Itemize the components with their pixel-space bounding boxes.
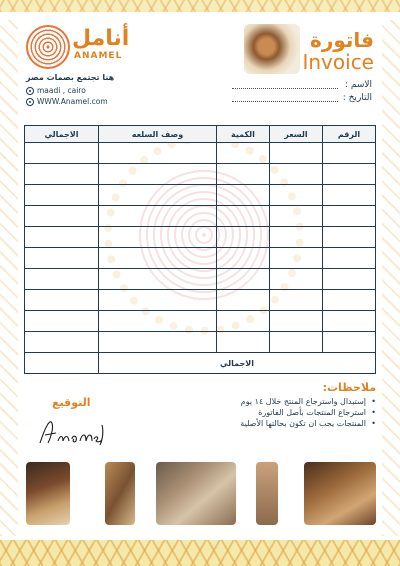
table-cell[interactable] bbox=[270, 206, 323, 227]
table-cell[interactable] bbox=[25, 332, 99, 353]
table-cell[interactable] bbox=[270, 290, 323, 311]
table-cell[interactable] bbox=[270, 185, 323, 206]
table-cell[interactable] bbox=[99, 206, 217, 227]
table-cell[interactable] bbox=[270, 311, 323, 332]
total-value-cell[interactable] bbox=[25, 353, 99, 374]
table-cell[interactable] bbox=[323, 206, 376, 227]
table-cell[interactable] bbox=[25, 206, 99, 227]
table-cell[interactable] bbox=[99, 143, 217, 164]
table-cell[interactable] bbox=[323, 269, 376, 290]
table-cell[interactable] bbox=[323, 143, 376, 164]
notes-title: ملاحظات: bbox=[322, 381, 376, 394]
table-cell[interactable] bbox=[99, 332, 217, 353]
table-cell[interactable] bbox=[99, 311, 217, 332]
table-cell[interactable] bbox=[99, 227, 217, 248]
globe-icon bbox=[26, 98, 34, 106]
note-item: • استرجاع المنتجات بأصل الفاتورة bbox=[196, 407, 376, 418]
table-row bbox=[25, 248, 376, 269]
table-row bbox=[25, 206, 376, 227]
header-quantity: الكمية bbox=[217, 126, 270, 143]
name-field[interactable] bbox=[232, 80, 372, 92]
table-cell[interactable] bbox=[99, 185, 217, 206]
table-cell[interactable] bbox=[25, 269, 99, 290]
table-cell[interactable] bbox=[99, 248, 217, 269]
header-craft-photo bbox=[244, 24, 300, 74]
note-item: • المنتجات يجب ان تكون بحالتها الأصلية bbox=[196, 418, 376, 429]
table-cell[interactable] bbox=[25, 143, 99, 164]
table-row bbox=[25, 290, 376, 311]
table-cell[interactable] bbox=[25, 164, 99, 185]
craft-photo bbox=[105, 462, 135, 525]
location-contact bbox=[26, 86, 86, 95]
location-text: maadi , cairo bbox=[37, 86, 86, 95]
table-cell[interactable] bbox=[323, 185, 376, 206]
table-cell[interactable] bbox=[217, 185, 270, 206]
table-cell[interactable] bbox=[25, 311, 99, 332]
craft-photo bbox=[256, 462, 278, 525]
table-header-row bbox=[25, 126, 376, 143]
table-cell[interactable] bbox=[25, 248, 99, 269]
table-cell[interactable] bbox=[99, 164, 217, 185]
table-row bbox=[25, 227, 376, 248]
right-pattern bbox=[382, 20, 400, 536]
table-cell[interactable] bbox=[25, 185, 99, 206]
table-cell[interactable] bbox=[217, 143, 270, 164]
bottom-pattern-border bbox=[0, 540, 400, 566]
table-cell[interactable] bbox=[270, 227, 323, 248]
date-label: التاريخ : bbox=[342, 93, 372, 103]
header-description: وصف السلعه bbox=[99, 126, 217, 143]
craft-photos-strip bbox=[26, 462, 376, 526]
table-cell[interactable] bbox=[217, 332, 270, 353]
top-pattern-border bbox=[0, 0, 400, 12]
table-row bbox=[25, 164, 376, 185]
table-cell[interactable] bbox=[217, 248, 270, 269]
table-row bbox=[25, 185, 376, 206]
website-text: WWW.Anamel.com bbox=[37, 97, 108, 106]
table-cell[interactable] bbox=[323, 311, 376, 332]
table-body bbox=[25, 143, 376, 353]
table-cell[interactable] bbox=[323, 227, 376, 248]
table-row bbox=[25, 269, 376, 290]
notes-list bbox=[196, 396, 376, 429]
brand-name-en: ANAMEL bbox=[74, 51, 123, 61]
table-row bbox=[25, 332, 376, 353]
table-cell[interactable] bbox=[217, 311, 270, 332]
table-cell[interactable] bbox=[25, 227, 99, 248]
invoice-title-block bbox=[244, 24, 374, 74]
brand-tagline: هنا تجتمع بصمات مصر bbox=[26, 73, 115, 82]
notes-section bbox=[196, 381, 376, 429]
name-label: الاسم : bbox=[344, 80, 372, 90]
header-total: الاجمالي bbox=[25, 126, 99, 143]
table-cell[interactable] bbox=[217, 269, 270, 290]
invoice-title-en: Invoice bbox=[302, 50, 374, 74]
fingerprint-logo-icon bbox=[26, 25, 70, 69]
table-cell[interactable] bbox=[323, 290, 376, 311]
table-cell[interactable] bbox=[323, 248, 376, 269]
table-cell[interactable] bbox=[270, 269, 323, 290]
table-cell[interactable] bbox=[270, 332, 323, 353]
website-contact bbox=[26, 97, 108, 106]
total-label: الاجمالي bbox=[99, 353, 376, 374]
invoice-table bbox=[24, 125, 376, 374]
craft-photo bbox=[26, 462, 70, 525]
table-cell[interactable] bbox=[217, 290, 270, 311]
date-field[interactable] bbox=[232, 93, 372, 105]
table-row bbox=[25, 311, 376, 332]
craft-photo bbox=[156, 462, 236, 525]
table-cell[interactable] bbox=[270, 164, 323, 185]
name-dotted-line bbox=[232, 88, 338, 89]
left-pattern bbox=[0, 20, 18, 536]
table-row bbox=[25, 143, 376, 164]
invoice-table-wrap bbox=[24, 125, 375, 375]
handwritten-signature bbox=[36, 415, 106, 449]
header-number: الرقم bbox=[323, 126, 376, 143]
table-cell[interactable] bbox=[270, 248, 323, 269]
table-cell[interactable] bbox=[99, 290, 217, 311]
table-cell[interactable] bbox=[323, 164, 376, 185]
table-cell[interactable] bbox=[323, 332, 376, 353]
header-price: السعر bbox=[270, 126, 323, 143]
table-cell[interactable] bbox=[217, 227, 270, 248]
signature-title: التوقيع bbox=[52, 396, 91, 409]
location-icon bbox=[26, 87, 34, 95]
table-total-row bbox=[25, 353, 376, 374]
brand-name-ar: أنامل bbox=[72, 26, 130, 51]
table-cell[interactable] bbox=[99, 269, 217, 290]
craft-photo bbox=[304, 462, 376, 525]
invoice-title-ar: فاتورة bbox=[310, 28, 374, 52]
table-cell[interactable] bbox=[25, 290, 99, 311]
table-cell[interactable] bbox=[217, 164, 270, 185]
table-cell[interactable] bbox=[270, 143, 323, 164]
date-dotted-line bbox=[232, 101, 338, 102]
table-cell[interactable] bbox=[217, 206, 270, 227]
note-item: • إستبدال واسترجاع المنتج خلال ١٤ يوم bbox=[196, 396, 376, 407]
